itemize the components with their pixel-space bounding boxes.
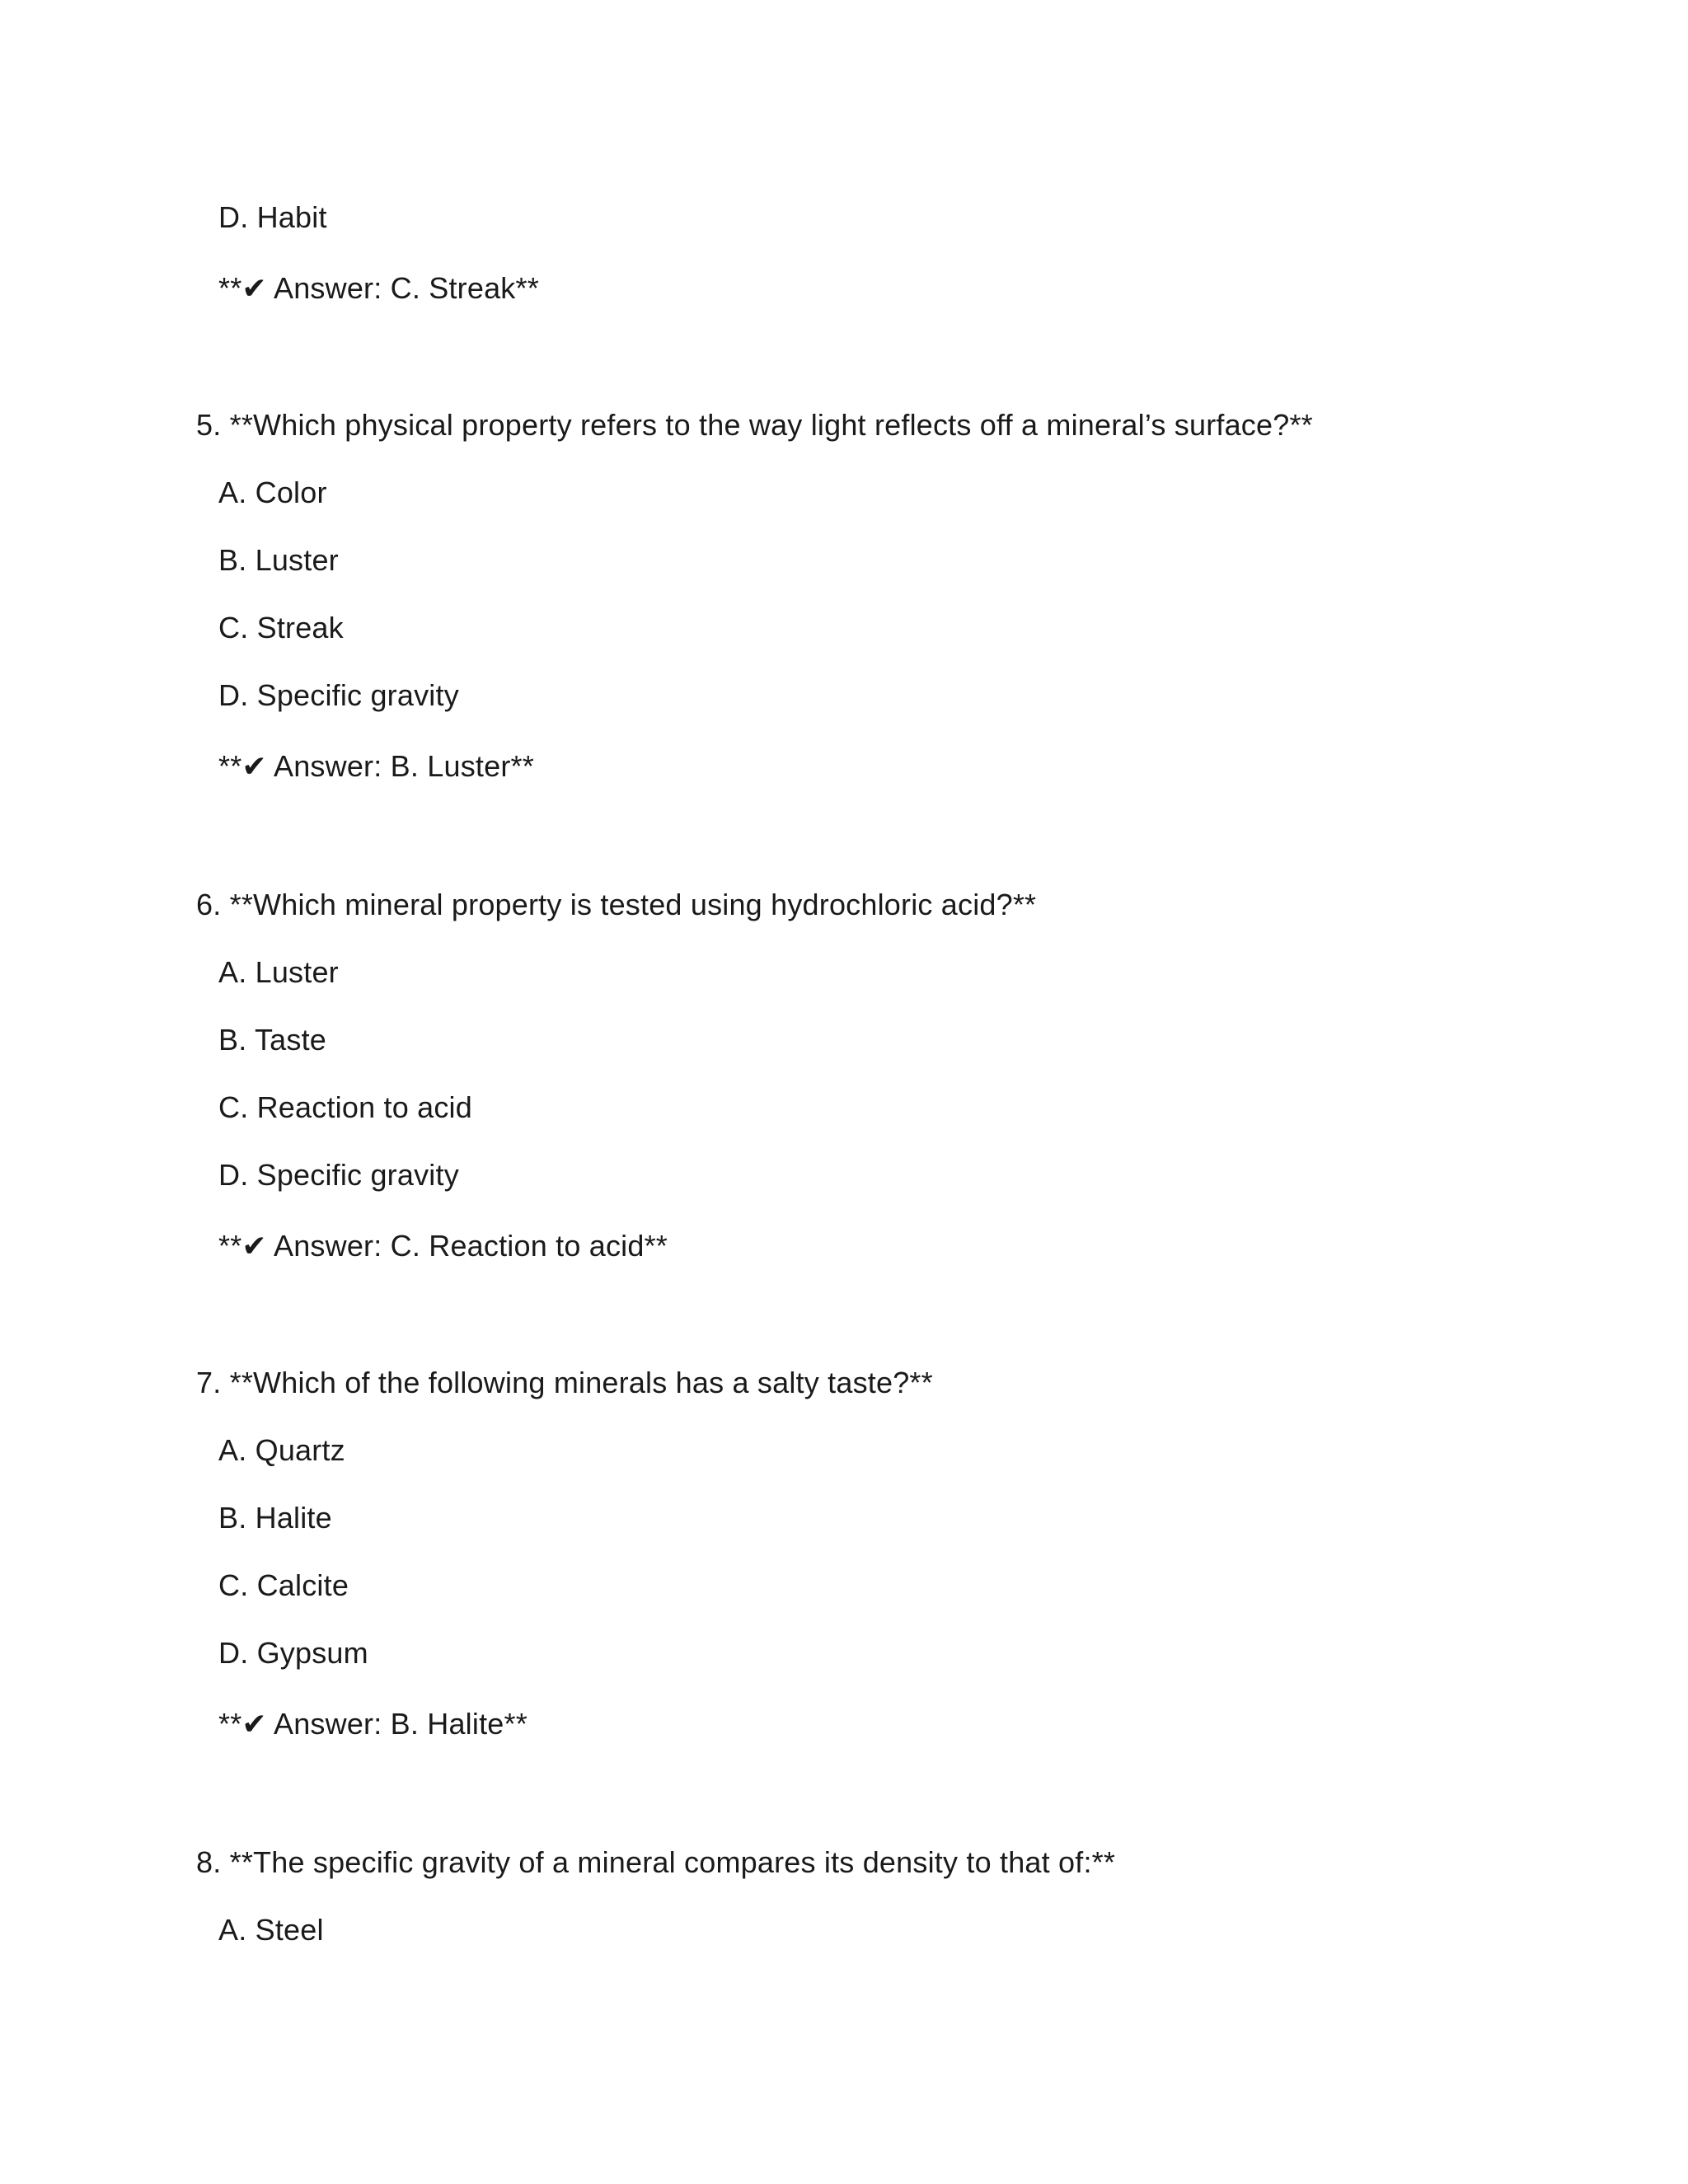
question-text: 8. **The specific gravity of a mineral compares its density to that of:** <box>196 1845 1116 1879</box>
option-text: D. Habit <box>218 200 327 234</box>
option-text: C. Streak <box>218 611 344 644</box>
option-text: D. Specific gravity <box>218 678 459 712</box>
answer-text: **✔ Answer: B. Halite** <box>218 1707 528 1741</box>
option-text: A. Luster <box>218 955 339 989</box>
option-text: A. Color <box>218 476 327 509</box>
question-text: 7. **Which of the following minerals has a salty taste?** <box>196 1366 933 1399</box>
option-text: D. Specific gravity <box>218 1158 459 1192</box>
option-text: A. Steel <box>218 1913 324 1947</box>
answer-text: **✔ Answer: C. Streak** <box>218 271 539 305</box>
option-text: B. Halite <box>218 1501 332 1535</box>
question-text: 6. **Which mineral property is tested using hydrochloric acid?** <box>196 888 1037 921</box>
option-text: C. Reaction to acid <box>218 1090 472 1124</box>
option-text: B. Luster <box>218 543 339 577</box>
option-text: D. Gypsum <box>218 1636 368 1670</box>
option-text: B. Taste <box>218 1023 327 1057</box>
answer-text: **✔ Answer: B. Luster** <box>218 749 534 783</box>
answer-text: **✔ Answer: C. Reaction to acid** <box>218 1229 668 1263</box>
option-text: C. Calcite <box>218 1568 349 1602</box>
option-text: A. Quartz <box>218 1433 345 1467</box>
question-text: 5. **Which physical property refers to the way light reflects off a mineral’s surface?** <box>196 408 1313 442</box>
